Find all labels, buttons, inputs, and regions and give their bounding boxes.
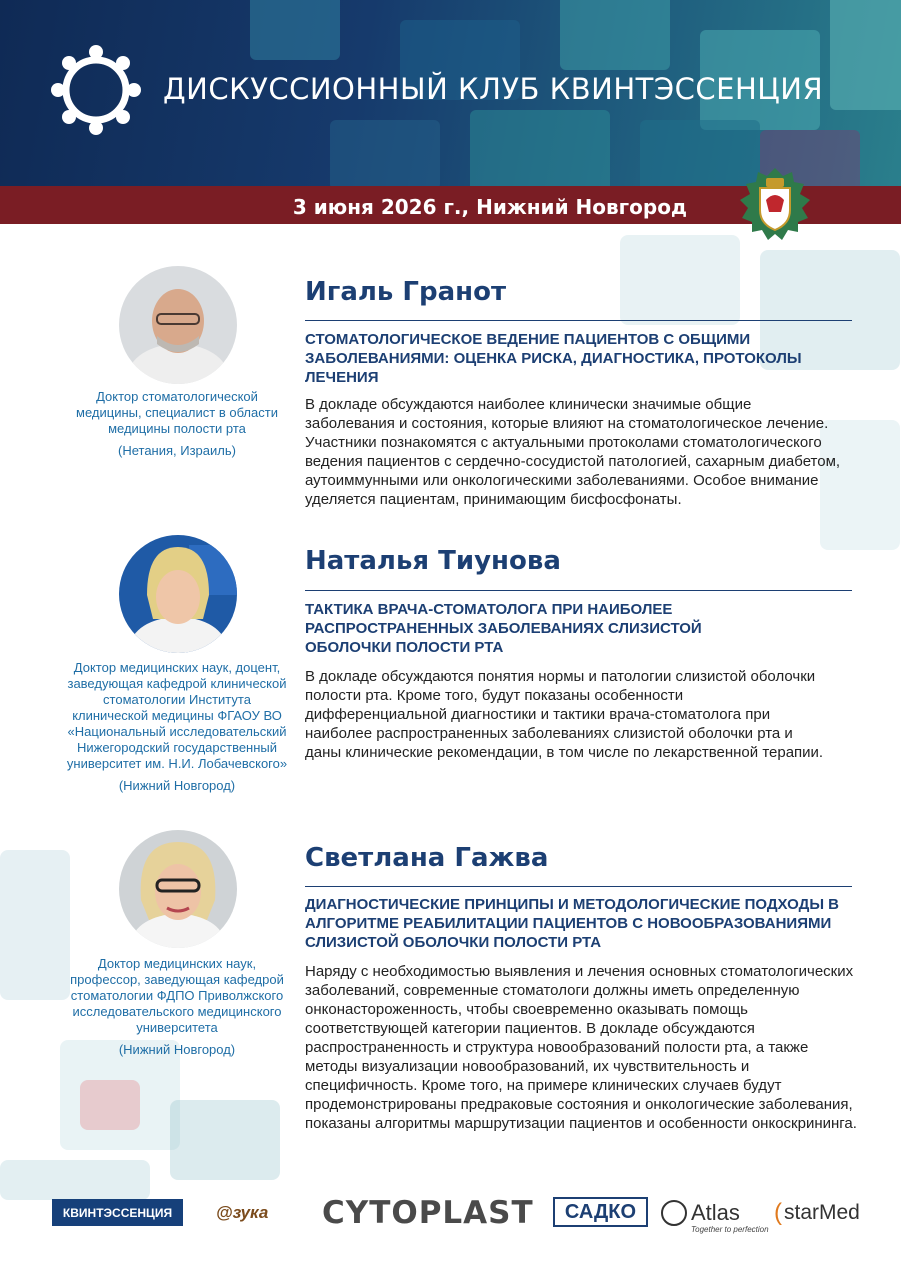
speaker-city: (Нетания, Израиль) (118, 443, 236, 458)
club-title: ДИСКУССИОННЫЙ КЛУБ КВИНТЭССЕНЦИЯ (163, 72, 824, 106)
talk-title: ДИАГНОСТИЧЕСКИЕ ПРИНЦИПЫ И МЕТОДОЛОГИЧЕСКИЕ ПОДХОДЫ В АЛГОРИТМЕ РЕАБИЛИТАЦИИ ПАЦИЕНТОВ С НОВООБРАЗОВАНИЯМИ СЛИЗИСТОЙ ОБОЛОЧКИ ПОЛОСТИ РТА (305, 896, 840, 951)
club-logo-icon (50, 44, 142, 136)
event-date-location: 3 июня 2026 г., Нижний Новгород (292, 195, 688, 219)
cytoplast-text: CYTOPLAST (322, 1195, 534, 1231)
divider (305, 590, 852, 591)
atlas-tagline: Together to perfection (691, 1225, 769, 1234)
sponsor-logo-starmed (774, 1195, 860, 1231)
starmed-text: starMed (784, 1201, 860, 1224)
speaker-city: (Нижний Новгород) (118, 1042, 236, 1057)
speaker-photo-tiunova (119, 535, 237, 653)
talk-description: В докладе обсуждаются наиболее клинически значимые общие заболевания и состояния, которые влияют на стоматологическое лечение. Участники познакомятся с актуальными протоколами стоматологического ведения пациентов с сердечно-сосудистой патологией, сахарным диабетом, аутоиммунными или онкологическими заболеваниями. Особое внимание уделяется пациентам, принимающим бисфосфонаты. (305, 396, 841, 508)
starmed-swoosh-icon: ( (774, 1199, 782, 1226)
atlas-mark-icon (661, 1200, 687, 1226)
talk-description: Наряду с необходимостью выявления и лечения основных стоматологических заболеваний, современные стоматологи должны иметь определенную онконастороженность, чтобы своевременно оказывать помощь соответствующей категории пациентов. В докладе обсуждаются распространенность и структура новообразований полости рта, а также методы визуализации новообразований, их чувствительность и специфичность. Кроме того, на примере клинических случаев будут продемонстрированы предраковые состояния и онкологические заболевания, показаны алгоритмы маршрутизации пациентов и особенности онкоскрининга. (305, 963, 857, 1132)
speaker-bio-text: Доктор медицинских наук, профессор, заведующая кафедрой стоматологии ФДПО Приволжского исследовательского медицинского университета (70, 956, 284, 1035)
talk-title: СТОМАТОЛОГИЧЕСКОЕ ВЕДЕНИЕ ПАЦИЕНТОВ С ОБЩИМИ ЗАБОЛЕВАНИЯМИ: ОЦЕНКА РИСКА, ДИАГНОСТИКА, ПРОТОКОЛЫ ЛЕЧЕНИЯ (305, 331, 802, 386)
decor-piece (620, 235, 740, 325)
sadko-text: САДКО (564, 1200, 637, 1223)
sponsor-logo-cytoplast (322, 1195, 542, 1231)
decor-piece (0, 850, 70, 1000)
speaker-name: Наталья Тиунова (305, 546, 561, 576)
speaker-city: (Нижний Новгород) (118, 778, 236, 793)
decor-piece (80, 1080, 140, 1130)
speaker-bio-text: Доктор медицинских наук, доцент, заведующая кафедрой клинической стоматологии Института клинической медицины ФГАОУ ВО «Национальный исследовательский Нижегородский государственный университет им. Н.И. Лобачевского» (66, 660, 288, 771)
divider (305, 886, 852, 887)
speaker-name: Игаль Гранот (305, 277, 507, 307)
speaker-photo-granot (119, 266, 237, 384)
talk-title: ТАКТИКА ВРАЧА-СТОМАТОЛОГА ПРИ НАИБОЛЕЕ РАСПРОСТРАНЕННЫХ ЗАБОЛЕВАНИЯХ СЛИЗИСТОЙ ОБОЛОЧКИ ПОЛОСТИ РТА (305, 601, 702, 656)
divider (305, 320, 852, 321)
speaker-bio (66, 956, 288, 1058)
speaker-photo-gazhva (119, 830, 237, 948)
talk-description: В докладе обсуждаются понятия нормы и патологии слизистой оболочки полости рта. Кроме того, будут показаны особенности дифференциальной диагностики и тактики врача-стоматолога при наиболее распространенных заболеваниях слизистой оболочки рта и даны клинические рекомендации, в том числе по лекарственной терапии. (305, 668, 824, 761)
sponsor-logo-sadko (553, 1197, 648, 1227)
azbuka-text: @зука (216, 1203, 269, 1222)
speaker-bio-text: Доктор стоматологической медицины, специалист в области медицины полости рта (76, 389, 278, 436)
sponsor-logo-kvintessencia (52, 1199, 183, 1226)
nizhny-novgorod-emblem-icon (736, 166, 814, 244)
sponsor-logo-azbuka (192, 1195, 314, 1231)
atlas-text: Atlas (691, 1200, 740, 1225)
decor-piece (0, 1160, 150, 1200)
speaker-bio (66, 389, 288, 459)
header-banner (0, 0, 901, 186)
speaker-name: Светлана Гажва (305, 843, 549, 873)
speaker-bio (66, 660, 288, 794)
decor-piece (170, 1100, 280, 1180)
sponsor-kvint-text: КВИНТЭССЕНЦИЯ (62, 1205, 173, 1220)
